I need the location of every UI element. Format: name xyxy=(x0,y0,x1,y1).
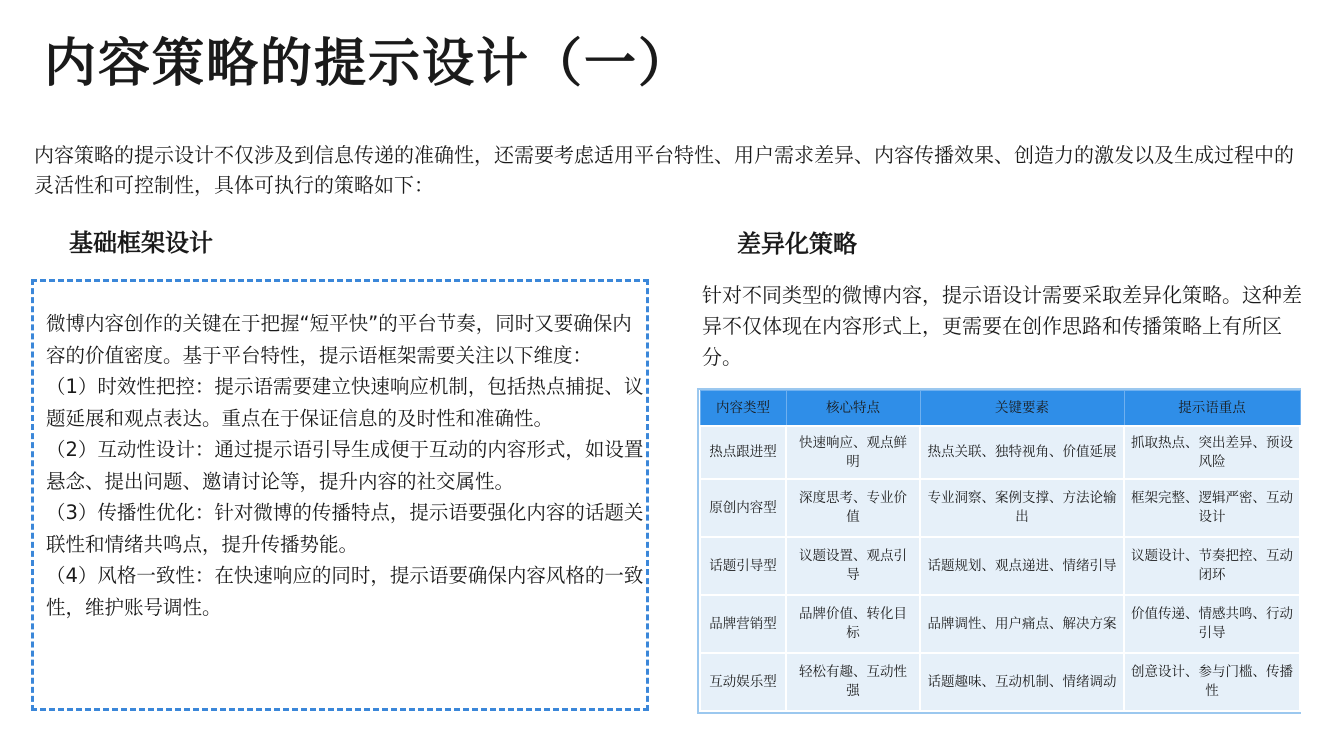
table-header-cell: 核心特点 xyxy=(786,391,920,427)
intro-paragraph: 内容策略的提示设计不仅涉及到信息传递的准确性，还需要考虑适用平台特性、用户需求差异、内容传播效果、创造力的激发以及生成过程中的灵活性和可控制性，具体可执行的策略如下： xyxy=(34,143,1294,197)
framework-paragraph: 微博内容创作的关键在于把握“短平快”的平台节奏，同时又要确保内容的价值密度。基于平台特性，提示语框架需要关注以下维度： xyxy=(46,312,632,367)
table-header-cell: 提示语重点 xyxy=(1124,391,1300,427)
table-cell: 快速响应、观点鲜明 xyxy=(786,426,920,479)
table-row xyxy=(700,595,1300,653)
table-cell: 热点关联、独特视角、价值延展 xyxy=(920,426,1124,479)
table-cell: 专业洞察、案例支撑、方法论输出 xyxy=(920,479,1124,537)
page-title: 内容策略的提示设计（一） xyxy=(44,34,693,94)
table-cell: 议题设计、节奏把控、互动闭环 xyxy=(1124,537,1300,595)
framework-paragraph: （4）风格一致性：在快速响应的同时，提示语要确保内容风格的一致性，维护账号调性。 xyxy=(46,564,644,619)
table-header-row xyxy=(700,391,1300,427)
table-cell: 互动娱乐型 xyxy=(700,653,786,711)
table-cell: 热点跟进型 xyxy=(700,426,786,479)
table-cell: 品牌营销型 xyxy=(700,595,786,653)
table-cell: 框架完整、逻辑严密、互动设计 xyxy=(1124,479,1300,537)
table-row xyxy=(700,426,1300,479)
table-cell: 议题设置、观点引导 xyxy=(786,537,920,595)
table-row xyxy=(700,479,1300,537)
framework-text xyxy=(46,308,644,623)
table-cell: 话题趣味、互动机制、情绪调动 xyxy=(920,653,1124,711)
differentiation-description: 针对不同类型的微博内容，提示语设计需要采取差异化策略。这种差异不仅体现在内容形式上，更需要在创作思路和传播策略上有所区分。 xyxy=(702,283,1302,369)
table-cell: 品牌价值、转化目标 xyxy=(786,595,920,653)
table-header-cell: 内容类型 xyxy=(700,391,786,427)
table-cell: 抓取热点、突出差异、预设风险 xyxy=(1124,426,1300,479)
table-cell: 话题引导型 xyxy=(700,537,786,595)
table-row xyxy=(700,537,1300,595)
framework-content-box xyxy=(31,279,649,711)
table-cell: 价值传递、情感共鸣、行动引导 xyxy=(1124,595,1300,653)
table-cell: 原创内容型 xyxy=(700,479,786,537)
table-cell: 创意设计、参与门槛、传播性 xyxy=(1124,653,1300,711)
differentiation-heading: 差异化策略 xyxy=(737,230,857,258)
strategy-table xyxy=(699,390,1301,712)
table-cell: 深度思考、专业价值 xyxy=(786,479,920,537)
table-header-cell: 关键要素 xyxy=(920,391,1124,427)
framework-paragraph: （2）互动性设计：通过提示语引导生成便于互动的内容形式，如设置悬念、提出问题、邀请讨论等，提升内容的社交属性。 xyxy=(46,438,644,493)
table-cell: 品牌调性、用户痛点、解决方案 xyxy=(920,595,1124,653)
table-cell: 轻松有趣、互动性强 xyxy=(786,653,920,711)
table-row xyxy=(700,653,1300,711)
table-cell: 话题规划、观点递进、情绪引导 xyxy=(920,537,1124,595)
basic-framework-heading: 基础框架设计 xyxy=(69,229,213,257)
framework-paragraph: （3）传播性优化：针对微博的传播特点，提示语要强化内容的话题关联性和情绪共鸣点，提升传播势能。 xyxy=(46,501,644,556)
framework-paragraph: （1）时效性把控：提示语需要建立快速响应机制，包括热点捕捉、议题延展和观点表达。重点在于保证信息的及时性和准确性。 xyxy=(46,375,644,430)
strategy-table-container xyxy=(697,388,1301,714)
